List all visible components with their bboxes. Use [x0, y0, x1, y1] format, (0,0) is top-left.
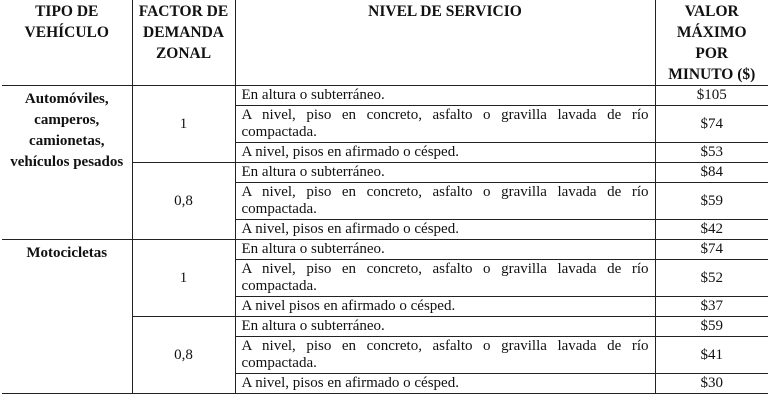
valor-cell: $53: [655, 143, 768, 163]
factor-cell: 1: [132, 240, 235, 317]
nivel-cell: A nivel, pisos en afirmado o césped.: [235, 220, 655, 240]
nivel-cell: A nivel pisos en afirmado o césped.: [235, 297, 655, 317]
header-valor: VALOR MÁXIMO POR MINUTO ($): [655, 0, 768, 86]
valor-cell: $74: [655, 240, 768, 260]
vehicle-type-cell: Automóviles, camperos, camionetas, vehículos pesados: [2, 86, 132, 240]
nivel-cell: En altura o subterráneo.: [235, 317, 655, 337]
valor-cell: $42: [655, 220, 768, 240]
vehicle-type-cell: Motocicletas: [2, 240, 132, 394]
valor-cell: $37: [655, 297, 768, 317]
nivel-text: A nivel, piso en concreto, asfalto o gravilla lavada de río compactada.: [241, 261, 649, 294]
factor-cell: 0,8: [132, 163, 235, 240]
valor-cell: $59: [655, 317, 768, 337]
tarifas-table: [2, 0, 768, 394]
nivel-cell: A nivel, pisos en afirmado o césped.: [235, 374, 655, 394]
nivel-cell: En altura o subterráneo.: [235, 86, 655, 106]
nivel-text: A nivel, piso en concreto, asfalto o gravilla lavada de río compactada.: [241, 107, 649, 140]
nivel-text: A nivel, piso en concreto, asfalto o gravilla lavada de río compactada.: [241, 184, 649, 217]
valor-cell: $84: [655, 163, 768, 183]
nivel-cell: [235, 337, 655, 374]
nivel-cell: [235, 106, 655, 143]
nivel-cell: [235, 260, 655, 297]
header-nivel: NIVEL DE SERVICIO: [235, 0, 655, 86]
header-factor: FACTOR DE DEMANDA ZONAL: [132, 0, 235, 86]
factor-cell: 1: [132, 86, 235, 163]
nivel-cell: A nivel, pisos en afirmado o césped.: [235, 143, 655, 163]
valor-cell: $59: [655, 183, 768, 220]
valor-cell: $105: [655, 86, 768, 106]
valor-cell: $30: [655, 374, 768, 394]
header-row: [2, 0, 768, 86]
valor-cell: $41: [655, 337, 768, 374]
table-row: [2, 240, 768, 260]
nivel-cell: En altura o subterráneo.: [235, 163, 655, 183]
factor-cell: 0,8: [132, 317, 235, 394]
valor-cell: $74: [655, 106, 768, 143]
nivel-cell: En altura o subterráneo.: [235, 240, 655, 260]
table-row: [2, 86, 768, 106]
header-tipo: TIPO DE VEHÍCULO: [2, 0, 132, 86]
nivel-cell: [235, 183, 655, 220]
valor-cell: $52: [655, 260, 768, 297]
nivel-text: A nivel, piso en concreto, asfalto o gravilla lavada de río compactada.: [241, 338, 649, 371]
